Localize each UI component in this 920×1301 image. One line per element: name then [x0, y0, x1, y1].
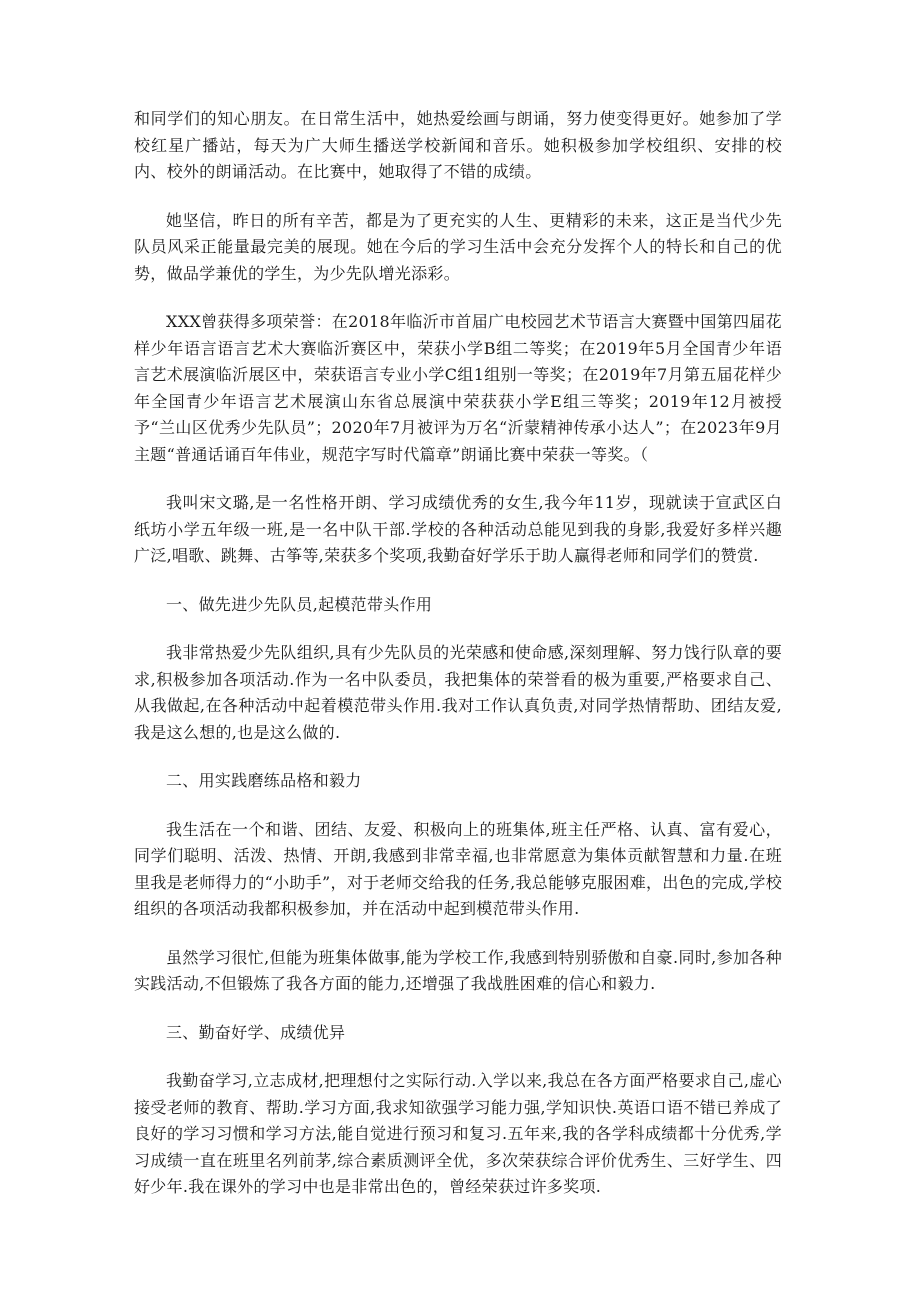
section-heading-3: 三、勤奋好学、成绩优异 — [166, 1022, 346, 1042]
section-heading-1: 一、做先进少先队员,起模范带头作用 — [166, 594, 433, 614]
paragraph-section-1: 我非常热爱少先队组织,具有少先队员的光荣感和使命感,深刻理解、努力饯行队章的要求,积极参加各项活动.作为一名中队委员，我把集体的荣誉看的极为重要,严格要求自己、从我做起,在各种活动中起着模范带头作用.我对工作认真负责,对同学热情帮助、团结友爱,我是这么想的,也是这么做的. — [134, 643, 782, 742]
paragraph-self-intro: 我叫宋文璐,是一名性格开朗、学习成绩优秀的女生,我今年11岁，现就读于宣武区白纸坊小学五年级一班,是一名中队干部.学校的各种活动总能见到我的身影,我爱好多样兴趣广泛,唱歌、跳舞、古筝等,荣获多个奖项,我勤奋好学乐于助人赢得老师和同学们的赞赏. — [134, 493, 782, 565]
paragraph-belief: 她坚信，昨日的所有辛苦，都是为了更充实的人生、更精彩的未来，这正是当代少先队员风采正能量最完美的展现。她在今后的学习生活中会充分发挥个人的特长和自己的优势，做品学兼优的学生，为少先队增光添彩。 — [134, 210, 782, 283]
paragraph-continuation: 和同学们的知心朋友。在日常生活中，她热爱绘画与朗诵，努力使变得更好。她参加了学校红星广播站，每天为广大师生播送学校新闻和音乐。她积极参加学校组织、安排的校内、校外的朗诵活动。在比赛中，她取得了不错的成绩。 — [134, 109, 782, 181]
section-heading-2: 二、用实践磨练品格和毅力 — [166, 771, 362, 790]
paragraph-section-2b: 虽然学习很忙,但能为班集体做事,能为学校工作,我感到特别骄傲和自豪.同时,参加各种实践活动,不但锻炼了我各方面的能力,还增强了我战胜困难的信心和毅力. — [134, 947, 782, 993]
document-page — [134, 106, 782, 1223]
paragraph-section-2a: 我生活在一个和谐、团结、友爱、积极向上的班集体,班主任严格、认真、富有爱心，同学们聪明、活泼、热情、开朗,我感到非常幸福,也非常愿意为集体贡献智慧和力量.在班里我是老师得力的“小助手”，对于老师交给我的任务,我总能够克服困难，出色的完成,学校组织的各项活动我都积极参加，并在活动中起到模范带头作用. — [134, 819, 782, 918]
paragraph-honors: XXX曾获得多项荣誉：在2018年临沂市首届广电校园艺术节语言大赛暨中国第四届花样少年语言语言艺术大赛临沂赛区中，荣获小学B组二等奖；在2019年5月全国青少年语言艺术展演临沂展区中，荣获语言专业小学C组1组别一等奖；在2019年7月第五届花样少年全国青少年语言艺术展演山东省总展演中荣获获小学E组三等奖；2019年12月被授予“兰山区优秀少先队员”；2020年7月被评为万名“沂蒙精神传承小达人”；在2023年9月主题“普通话诵百年伟业，规范字写时代篇章”朗诵比赛中荣获一等奖。（ — [134, 312, 782, 464]
paragraph-section-3: 我勤奋学习,立志成材,把理想付之实际行动.入学以来,我总在各方面严格要求自己,虚心接受老师的教育、帮助.学习方面,我求知欲强学习能力强,学知识快.英语口语不错已养成了良好的学习习惯和学习方法,能自觉进行预习和复习.五年来,我的各学科成绩都十分优秀,学习成绩一直在班里名列前茅,综合素质测评全优，多次荣获综合评价优秀生、三好学生、四好少年.我在课外的学习中也是非常出色的，曾经荣获过许多奖项. — [134, 1071, 782, 1196]
